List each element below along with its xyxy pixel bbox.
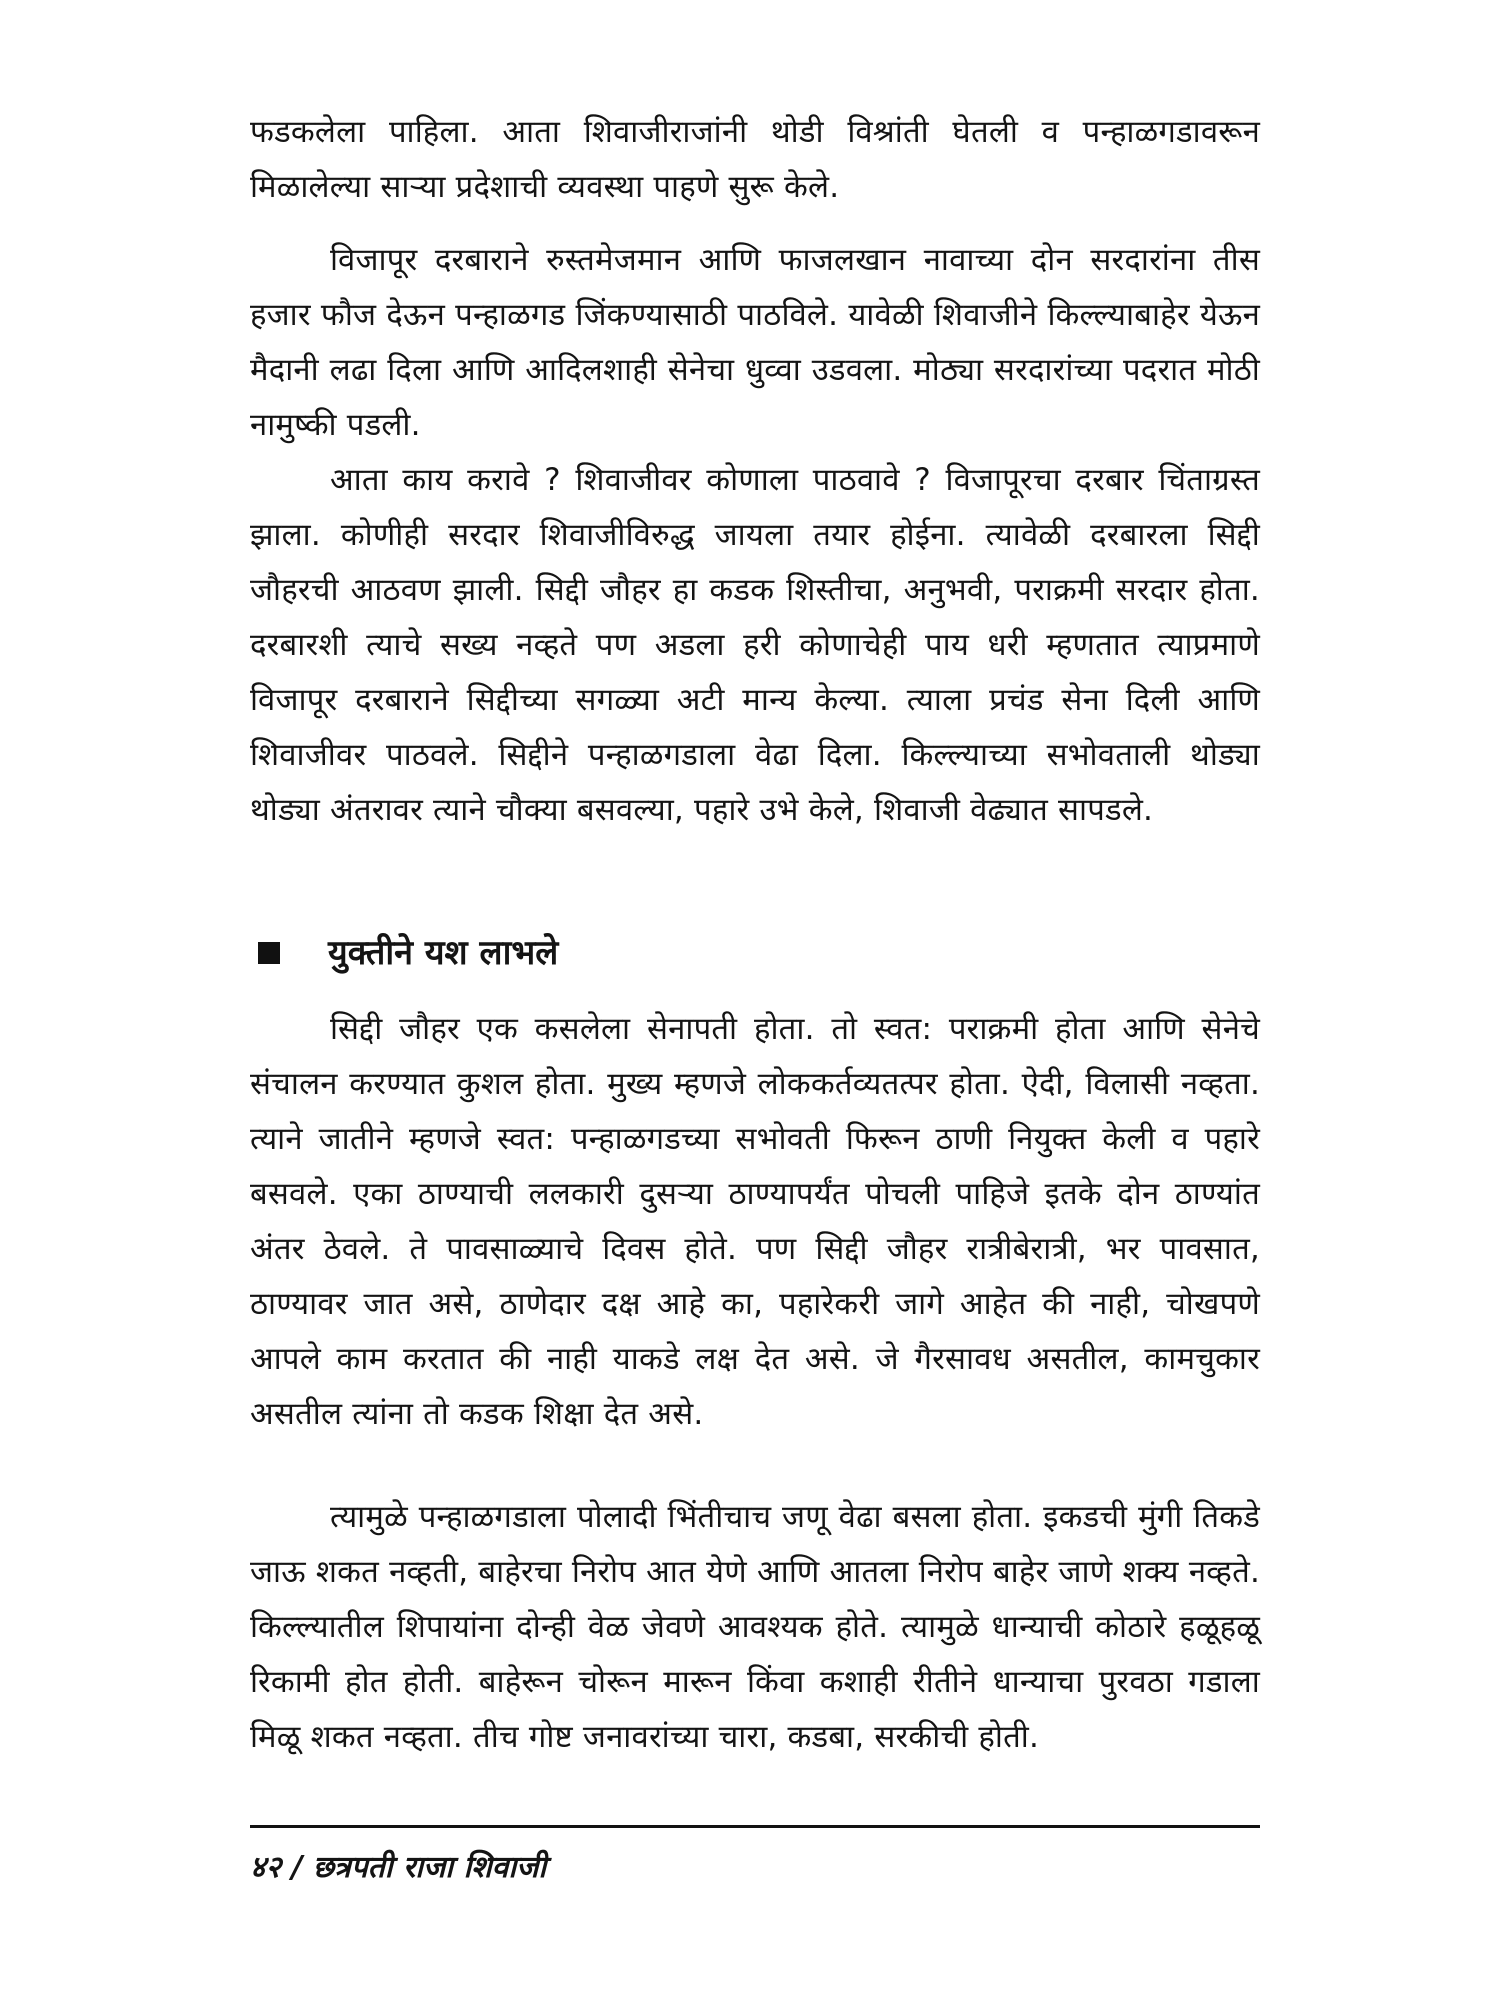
paragraph-1: फडकलेला पाहिला. आता शिवाजीराजांनी थोडी विश्रांती घेतली व पन्हाळगडावरून मिळालेल्या साऱ्या प्रदेशाची व्यवस्था पाहणे सुरू केले. (250, 114, 1260, 205)
paragraph-3: आता काय करावे ? शिवाजीवर कोणाला पाठवावे ? विजापूरचा दरबार चिंताग्रस्त झाला. कोणीही सरदार शिवाजीविरुद्ध जायला तयार होईना. त्यावेळी दरबारला सिद्दी जौहरची आठवण झाली. सिद्दी जौहर हा कडक शिस्तीचा, अनुभवी, पराक्रमी सरदार होता. दरबारशी त्याचे सख्य नव्हते पण अडला हरी कोणाचेही पाय धरी म्हणतात त्याप्रमाणे विजापूर दरबाराने सिद्दीच्या सगळ्या अटी मान्य केल्या. त्याला प्रचंड सेना दिली आणि शिवाजीवर पाठवले. सिद्दीने पन्हाळगडाला वेढा दिला. किल्ल्याच्या सभोवताली थोड्या थोड्या अंतरावर त्याने चौक्या बसवल्या, पहारे उभे केले, शिवाजी वेढ्यात सापडले. (250, 462, 1260, 828)
paragraph-4: सिद्दी जौहर एक कसलेला सेनापती होता. तो स्वत: पराक्रमी होता आणि सेनेचे संचालन करण्यात कुशल होता. मुख्य म्हणजे लोककर्तव्यतत्पर होता. ऐदी, विलासी नव्हता. त्याने जातीने म्हणजे स्वत: पन्हाळगडच्या सभोवती फिरून ठाणी नियुक्त केली व पहारे बसवले. एका ठाण्याची ललकारी दुसऱ्या ठाण्यापर्यंत पोचली पाहिजे इतके दोन ठाण्यांत अंतर ठेवले. ते पावसाळ्याचे दिवस होते. पण सिद्दी जौहर रात्रीबेरात्री, भर पावसात, ठाण्यावर जात असे, ठाणेदार दक्ष आहे का, पहारेकरी जागे आहेत की नाही, चोखपणे आपले काम करतात की नाही याकडे लक्ष देत असे. जे गैरसावध असतील, कामचुकार असतील त्यांना तो कडक शिक्षा देत असे. (250, 1011, 1260, 1432)
paragraph-5: त्यामुळे पन्हाळगडाला पोलादी भिंतीचाच जणू वेढा बसला होता. इकडची मुंगी तिकडे जाऊ शकत नव्हती, बाहेरचा निरोप आत येणे आणि आतला निरोप बाहेर जाणे शक्य नव्हते. किल्ल्यातील शिपायांना दोन्ही वेळ जेवणे आवश्यक होते. त्यामुळे धान्याची कोठारे हळूहळू रिकामी होत होती. बाहेरून चोरून मारून किंवा कशाही रीतीने धान्याचा पुरवठा गडाला मिळू शकत नव्हता. तीच गोष्ट जनावरांच्या चारा, कडबा, सरकीची होती. (250, 1499, 1260, 1755)
section-heading (250, 925, 558, 981)
footer-divider (250, 1825, 1260, 1828)
paragraph-2: विजापूर दरबाराने रुस्तमेजमान आणि फाजलखान नावाच्या दोन सरदारांना तीस हजार फौज देऊन पन्हाळगड जिंकण्यासाठी पाठविले. यावेळी शिवाजीने किल्ल्याबाहेर येऊन मैदानी लढा दिला आणि आदिलशाही सेनेचा धुव्वा उडवला. मोठ्या सरदारांच्या पदरात मोठी नामुष्की पडली. (250, 242, 1260, 443)
square-bullet-icon (258, 942, 280, 964)
book-page (250, 105, 1260, 1965)
section-heading-text: युक्तीने यश लाभले (328, 933, 559, 973)
page-footer: ४२ / छत्रपती राजा शिवाजी (250, 1850, 547, 1885)
